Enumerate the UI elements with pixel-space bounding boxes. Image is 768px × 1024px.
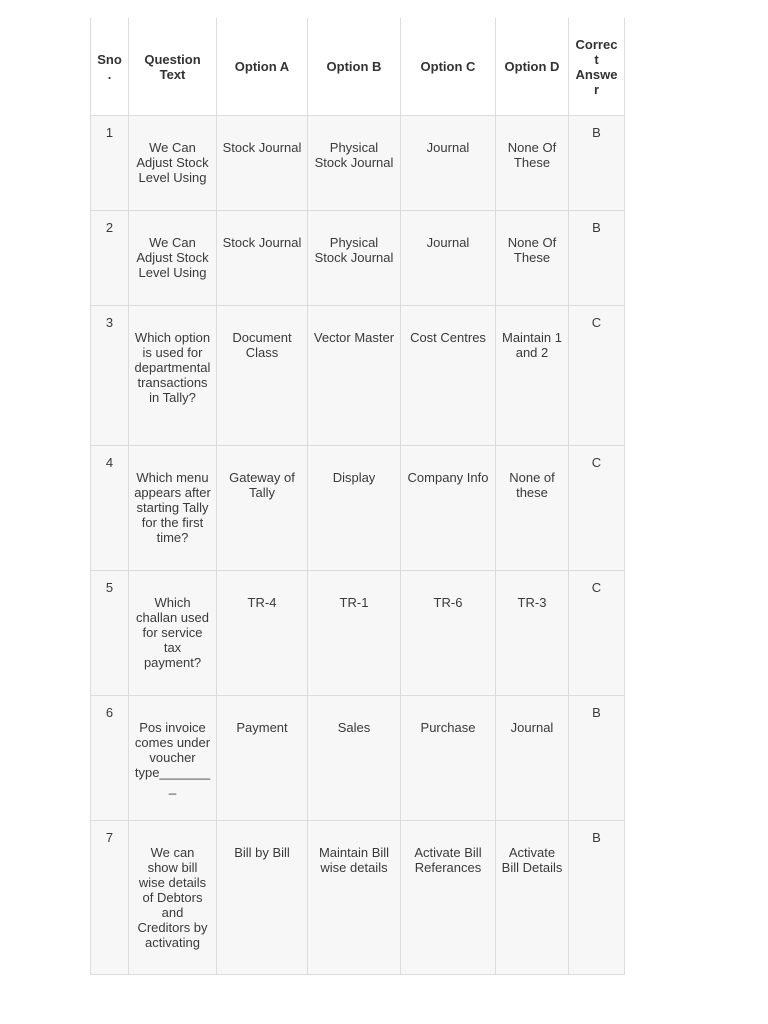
table-row — [91, 306, 625, 446]
cell-option-a: TR-4 — [217, 571, 308, 696]
cell-answer: C — [569, 571, 625, 696]
cell-option-d: Journal — [496, 696, 569, 821]
cell-option-d: Activate Bill Details — [496, 821, 569, 975]
cell-option-b: TR-1 — [308, 571, 401, 696]
cell-option-b: Physical Stock Journal — [308, 116, 401, 211]
cell-sno: 4 — [91, 446, 129, 571]
cell-sno: 3 — [91, 306, 129, 446]
cell-option-a: Document Class — [217, 306, 308, 446]
cell-sno: 5 — [91, 571, 129, 696]
cell-option-a: Stock Journal — [217, 211, 308, 306]
cell-option-a: Payment — [217, 696, 308, 821]
cell-option-a: Stock Journal — [217, 116, 308, 211]
cell-option-c: TR-6 — [401, 571, 496, 696]
cell-option-c: Company Info — [401, 446, 496, 571]
cell-question: Pos invoice comes under voucher type________ — [129, 696, 217, 821]
cell-question: We Can Adjust Stock Level Using — [129, 116, 217, 211]
cell-sno: 7 — [91, 821, 129, 975]
cell-option-c: Activate Bill Referances — [401, 821, 496, 975]
cell-option-b: Maintain Bill wise details — [308, 821, 401, 975]
cell-option-a: Gateway of Tally — [217, 446, 308, 571]
cell-sno: 1 — [91, 116, 129, 211]
table-row — [91, 696, 625, 821]
cell-sno: 2 — [91, 211, 129, 306]
cell-answer: B — [569, 211, 625, 306]
cell-question: Which challan used for service tax payment? — [129, 571, 217, 696]
cell-option-b: Physical Stock Journal — [308, 211, 401, 306]
cell-option-d: TR-3 — [496, 571, 569, 696]
header-correct-answer: Correct Answer — [569, 18, 625, 116]
cell-option-a: Bill by Bill — [217, 821, 308, 975]
cell-option-b: Display — [308, 446, 401, 571]
cell-question: We can show bill wise details of Debtors and Creditors by activating — [129, 821, 217, 975]
cell-option-c: Purchase — [401, 696, 496, 821]
quiz-table — [90, 18, 625, 975]
cell-answer: B — [569, 116, 625, 211]
table-row — [91, 446, 625, 571]
cell-option-d: Maintain 1 and 2 — [496, 306, 569, 446]
cell-option-c: Cost Centres — [401, 306, 496, 446]
cell-question: We Can Adjust Stock Level Using — [129, 211, 217, 306]
header-option-b: Option B — [308, 18, 401, 116]
table-row — [91, 821, 625, 975]
cell-option-c: Journal — [401, 116, 496, 211]
header-option-a: Option A — [217, 18, 308, 116]
header-sno: Sno. — [91, 18, 129, 116]
cell-answer: C — [569, 446, 625, 571]
cell-question: Which menu appears after starting Tally for the first time? — [129, 446, 217, 571]
cell-option-d: None Of These — [496, 211, 569, 306]
cell-answer: B — [569, 821, 625, 975]
cell-answer: B — [569, 696, 625, 821]
cell-question: Which option is used for departmental transactions in Tally? — [129, 306, 217, 446]
cell-answer: C — [569, 306, 625, 446]
cell-option-b: Vector Master — [308, 306, 401, 446]
table-row — [91, 571, 625, 696]
header-option-d: Option D — [496, 18, 569, 116]
table-row — [91, 211, 625, 306]
table-row — [91, 116, 625, 211]
cell-sno: 6 — [91, 696, 129, 821]
header-question-text: Question Text — [129, 18, 217, 116]
header-row — [91, 18, 625, 116]
header-option-c: Option C — [401, 18, 496, 116]
cell-option-d: None Of These — [496, 116, 569, 211]
cell-option-d: None of these — [496, 446, 569, 571]
cell-option-b: Sales — [308, 696, 401, 821]
cell-option-c: Journal — [401, 211, 496, 306]
